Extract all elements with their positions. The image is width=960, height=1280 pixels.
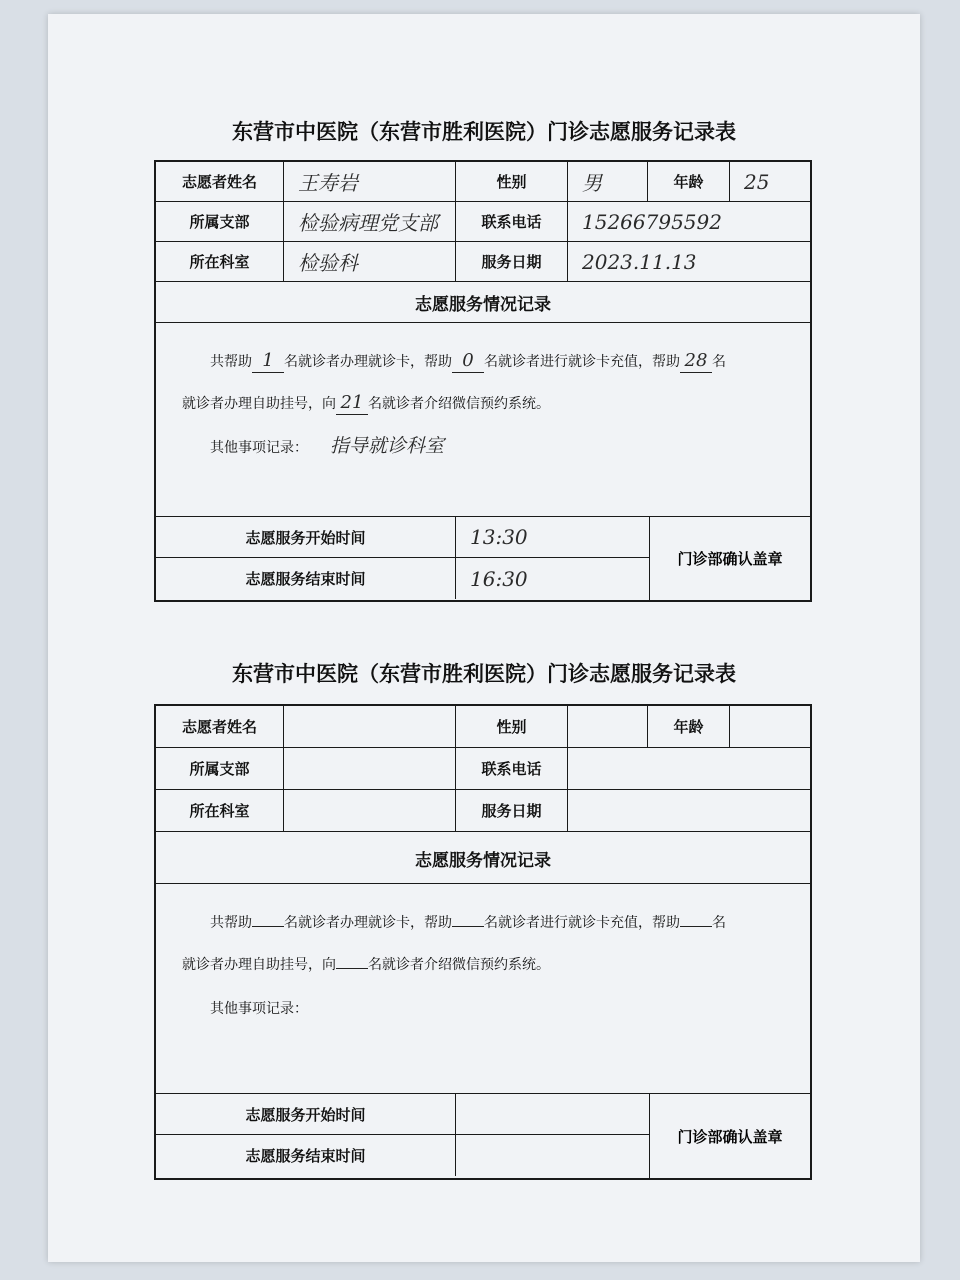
row-times: [156, 1094, 810, 1178]
text-card: 名就诊者办理就诊卡，帮助: [284, 915, 452, 931]
row-branch: [156, 202, 810, 242]
row-dept: [156, 790, 810, 832]
stamp-label: 门诊部确认盖章: [677, 1127, 783, 1146]
text-ming: 名: [712, 354, 726, 370]
text-recharge: 名就诊者进行就诊卡充值，帮助: [484, 915, 680, 931]
label-end-time: 志愿服务结束时间: [156, 558, 456, 599]
label-gender: 性别: [456, 162, 568, 201]
row-name: [156, 706, 810, 748]
text-register: 就诊者办理自助挂号，向: [182, 396, 336, 412]
blank-register-count[interactable]: 28: [680, 350, 712, 373]
value-age[interactable]: [730, 706, 810, 747]
label-age: 年龄: [648, 706, 730, 747]
label-phone: 联系电话: [456, 748, 568, 789]
blank-wechat-count[interactable]: [336, 968, 368, 969]
blank-card-count[interactable]: 1: [252, 350, 284, 373]
section-header: 志愿服务情况记录: [415, 294, 551, 315]
time-rows: [156, 517, 650, 600]
text-help: 共帮助: [210, 915, 252, 931]
value-branch[interactable]: 检验病理党支部: [284, 202, 456, 241]
row-section-header: [156, 832, 810, 884]
section-header: 志愿服务情况记录: [415, 850, 551, 871]
form-title: 东营市中医院（东营市胜利医院）门诊志愿服务记录表: [232, 119, 736, 144]
value-branch[interactable]: [284, 748, 456, 789]
value-start-time[interactable]: 13:30: [470, 525, 528, 549]
stamp-label: 门诊部确认盖章: [677, 550, 783, 568]
text-register: 就诊者办理自助挂号，向: [182, 957, 336, 973]
paper-sheet: [48, 14, 920, 1262]
value-age[interactable]: 25: [744, 169, 770, 194]
label-name: 志愿者姓名: [156, 706, 284, 747]
blank-wechat-count[interactable]: 21: [336, 392, 368, 415]
row-times: [156, 517, 810, 600]
label-dept: 所在科室: [156, 790, 284, 831]
value-dept[interactable]: [284, 790, 456, 831]
label-gender: 性别: [456, 706, 568, 747]
end-time-row: [156, 558, 649, 599]
label-age: 年龄: [648, 162, 730, 201]
end-time-row: [156, 1135, 649, 1176]
label-name: 志愿者姓名: [156, 162, 284, 201]
value-gender[interactable]: [568, 706, 648, 747]
label-branch: 所属支部: [156, 748, 284, 789]
other-records-line: [182, 986, 784, 1030]
form-table: [154, 704, 812, 1180]
label-start-time: 志愿服务开始时间: [156, 1094, 456, 1134]
blank-register-count[interactable]: [680, 926, 712, 927]
record-paragraph-line2: [182, 944, 784, 986]
label-dept: 所在科室: [156, 242, 284, 281]
time-rows: [156, 1094, 650, 1178]
label-other: 其他事项记录：: [210, 1001, 308, 1017]
blank-recharge-count[interactable]: 0: [452, 350, 484, 373]
other-records-line: [182, 425, 784, 469]
blank-recharge-count[interactable]: [452, 926, 484, 927]
text-card: 名就诊者办理就诊卡，帮助: [284, 354, 452, 370]
row-dept: [156, 242, 810, 282]
start-time-row: [156, 1094, 649, 1135]
value-date[interactable]: [568, 790, 810, 831]
row-name: [156, 162, 810, 202]
row-section-header: [156, 282, 810, 323]
blank-card-count[interactable]: [252, 926, 284, 927]
record-paragraph: [182, 902, 784, 944]
value-date[interactable]: 2023.11.13: [582, 249, 697, 274]
label-date: 服务日期: [456, 790, 568, 831]
value-phone[interactable]: 15266795592: [582, 209, 722, 234]
text-wechat: 名就诊者介绍微信预约系统。: [368, 957, 550, 973]
record-body: [156, 323, 810, 516]
record-paragraph-line2: [182, 383, 784, 425]
row-record-body: [156, 323, 810, 517]
form-title: 东营市中医院（东营市胜利医院）门诊志愿服务记录表: [232, 661, 736, 686]
time-block: [156, 1094, 810, 1178]
row-branch: [156, 748, 810, 790]
row-record-body: [156, 884, 810, 1094]
text-help: 共帮助: [210, 354, 252, 370]
label-branch: 所属支部: [156, 202, 284, 241]
text-recharge: 名就诊者进行就诊卡充值，帮助: [484, 354, 680, 370]
value-other[interactable]: 指导就诊科室: [330, 435, 445, 457]
text-wechat: 名就诊者介绍微信预约系统。: [368, 396, 550, 412]
start-time-row: [156, 517, 649, 558]
value-name[interactable]: 王寿岩: [284, 162, 456, 201]
value-end-time[interactable]: [456, 1135, 649, 1176]
record-body: [156, 884, 810, 1093]
value-phone[interactable]: [568, 748, 810, 789]
value-name[interactable]: [284, 706, 456, 747]
label-date: 服务日期: [456, 242, 568, 281]
time-block: [156, 517, 810, 600]
value-start-time[interactable]: [456, 1094, 649, 1134]
form-table: [154, 160, 812, 602]
value-end-time[interactable]: 16:30: [470, 566, 528, 591]
label-end-time: 志愿服务结束时间: [156, 1135, 456, 1176]
value-gender[interactable]: 男: [568, 162, 648, 201]
value-dept[interactable]: 检验科: [284, 242, 456, 281]
label-other: 其他事项记录：: [210, 440, 308, 456]
label-phone: 联系电话: [456, 202, 568, 241]
label-start-time: 志愿服务开始时间: [156, 517, 456, 557]
text-ming: 名: [712, 915, 726, 931]
record-paragraph: [182, 341, 784, 383]
